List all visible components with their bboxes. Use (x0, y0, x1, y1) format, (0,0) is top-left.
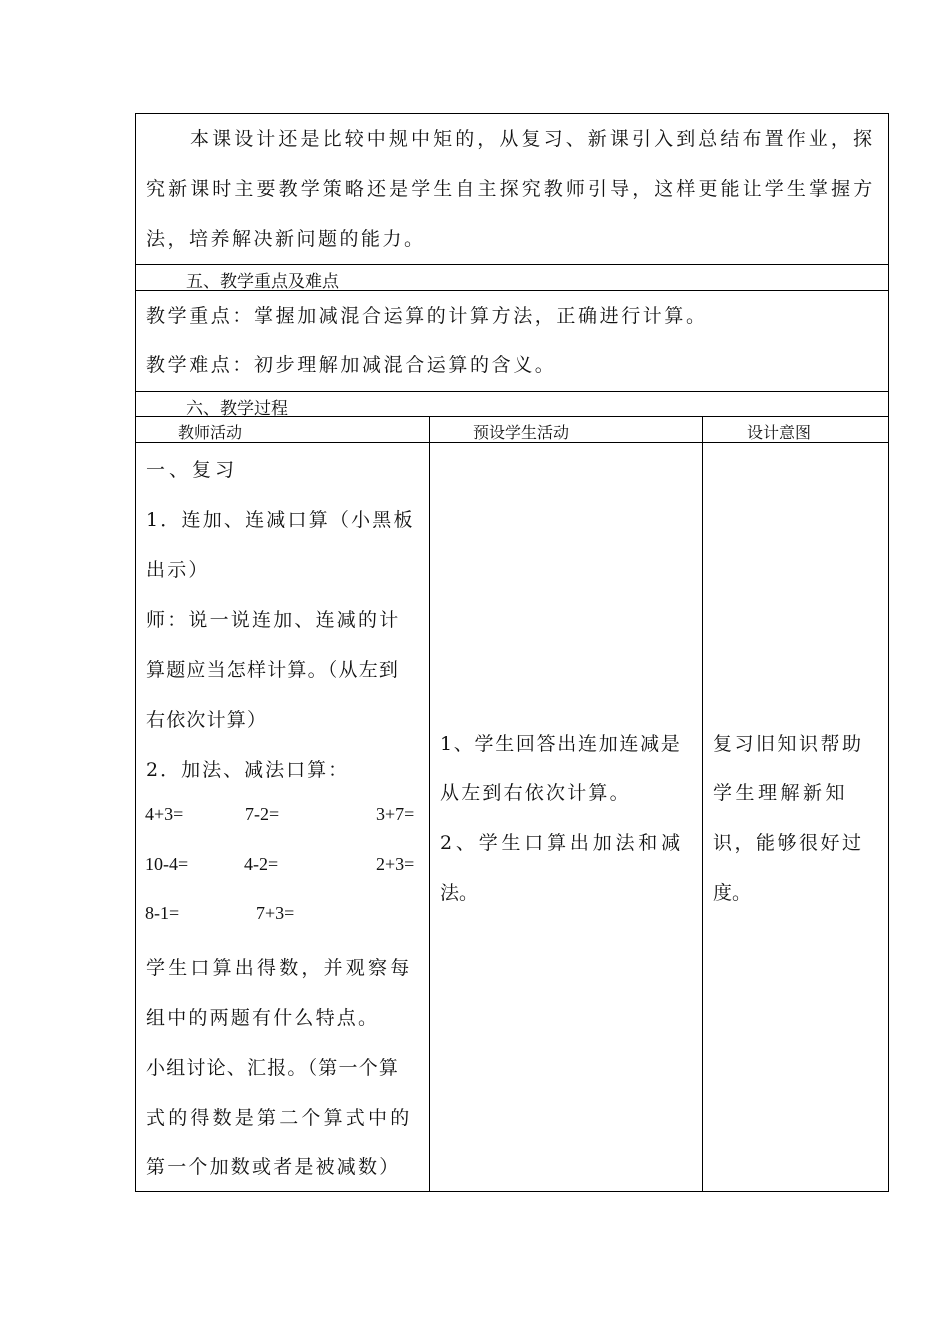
teacher-line: 学生口算出得数，并观察每 (146, 957, 413, 979)
equation: 3+7= (376, 804, 415, 824)
student-line: 从左到右依次计算。 (440, 782, 631, 804)
equation: 4-2= (244, 854, 279, 874)
column-header-intent: 设计意图 (747, 423, 812, 442)
equation: 7+3= (256, 903, 295, 923)
section-heading: 六、教学过程 (186, 399, 288, 419)
teacher-line: 一、复习 (146, 459, 239, 481)
student-line: 1、学生回答出连加连减是 (440, 733, 682, 755)
teacher-line: 式的得数是第二个算式中的 (146, 1107, 413, 1129)
column-header-student: 预设学生活动 (473, 423, 570, 442)
intent-line: 度。 (713, 882, 752, 904)
key-point: 教学重点：掌握加减混合运算的计算方法，正确进行计算。 (146, 305, 708, 327)
student-line: 2、学生口算出加法和减 (440, 832, 684, 854)
intent-line: 识，能够很好过 (713, 832, 864, 854)
intent-line: 学生理解新知 (713, 782, 849, 804)
difficulty: 教学难点：初步理解加减混合运算的含义。 (146, 354, 557, 376)
equation: 10-4= (145, 854, 189, 874)
equation: 8-1= (145, 903, 180, 923)
teacher-line: 2．加法、减法口算： (146, 759, 350, 781)
student-line: 法。 (440, 882, 479, 904)
row-divider (135, 264, 889, 265)
teacher-line: 出示） (146, 559, 210, 581)
teacher-line: 第一个加数或者是被减数） (146, 1156, 401, 1178)
teacher-line: 1．连加、连减口算（小黑板 (146, 509, 415, 531)
column-divider (702, 416, 703, 1192)
column-header-teacher: 教师活动 (178, 423, 243, 442)
intro-line: 法，培养解决新问题的能力。 (146, 228, 426, 250)
teacher-line: 师：说一说连加、连减的计 (146, 609, 401, 631)
teacher-line: 右依次计算） (146, 709, 268, 731)
intent-line: 复习旧知识帮助 (713, 733, 864, 755)
intro-line: 本课设计还是比较中规中矩的，从复习、新课引入到总结布置作业，探 (190, 128, 876, 150)
section-heading: 五、教学重点及难点 (186, 272, 339, 292)
row-divider (135, 391, 889, 392)
equation: 4+3= (145, 804, 184, 824)
intro-line: 究新课时主要教学策略还是学生自主探究教师引导，这样更能让学生掌握方 (146, 178, 876, 200)
equation: 7-2= (245, 804, 280, 824)
equation: 2+3= (376, 854, 415, 874)
teacher-line: 组中的两题有什么特点。 (146, 1007, 380, 1029)
column-divider (429, 416, 430, 1192)
teacher-line: 算题应当怎样计算。（从左到 (146, 659, 400, 681)
teacher-line: 小组讨论、汇报。（第一个算 (146, 1057, 400, 1079)
